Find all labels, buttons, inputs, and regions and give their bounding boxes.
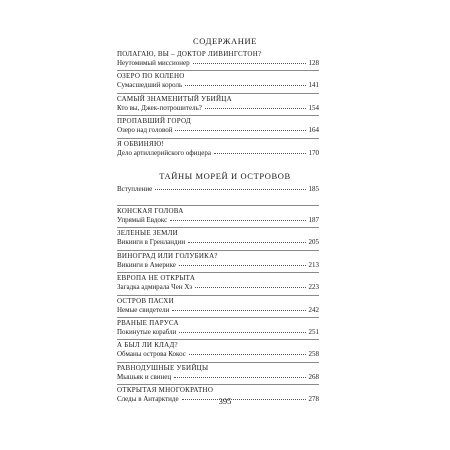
section-heading: ТАЙНЫ МОРЕЙ И ОСТРОВОВ	[159, 171, 291, 181]
entry-title: САМЫЙ ЗНАМЕНИТЫЙ УБИЙЦА	[117, 94, 232, 103]
entry-subtitle: Кто вы, Джек-потрошитель?	[117, 103, 202, 112]
dot-leader	[195, 287, 305, 288]
entry-page-number: 242	[308, 305, 319, 314]
entry-title: ВИНОГРАД ИЛИ ГОЛУБИКА?	[117, 251, 218, 260]
dot-leader	[179, 265, 306, 266]
dot-leader	[170, 220, 305, 221]
entry-subtitle: Мышьяк и свинец	[117, 372, 172, 381]
toc-entry[interactable]	[117, 319, 319, 338]
toc-heading: СОДЕРЖАНИЕ	[192, 36, 258, 46]
entry-subtitle: Загадка адмирала Чен Хэ	[117, 283, 193, 292]
entry-subtitle: Вступление	[117, 185, 153, 193]
entry-title: РВАНЫЕ ПАРУСА	[117, 318, 179, 327]
entry-page-number: 128	[308, 59, 319, 67]
dot-leader	[205, 108, 306, 109]
entry-title: ПРОПАВШИЙ ГОРОД	[117, 117, 191, 126]
entry-page-number: 251	[308, 327, 319, 336]
entry-title: ОТКРЫТАЯ МНОГОКРАТНО	[117, 386, 214, 395]
entry-page-number: 258	[308, 350, 319, 359]
toc-entry[interactable]	[117, 297, 319, 316]
entry-title: ОЗЕРО ПО КОЛЕНО	[117, 72, 185, 81]
entry-subtitle: Дело артиллерийского офицера	[117, 148, 211, 157]
toc-entry[interactable]	[117, 274, 319, 293]
toc-entry[interactable]	[117, 117, 319, 136]
dot-leader	[174, 377, 305, 378]
dot-leader	[172, 310, 305, 311]
dot-leader	[155, 189, 305, 190]
dot-leader	[193, 63, 306, 64]
entry-page-number: 185	[308, 185, 319, 193]
toc-entry[interactable]	[117, 252, 319, 271]
dot-leader	[214, 153, 306, 154]
entry-title: КОНСКАЯ ГОЛОВА	[117, 207, 184, 215]
entry-title: А БЫЛ ЛИ КЛАД?	[117, 341, 178, 350]
entry-page-number: 164	[308, 126, 319, 135]
toc-block-1	[117, 50, 319, 159]
entry-subtitle: Озеро над головой	[117, 126, 173, 135]
toc-entry[interactable]	[117, 207, 319, 226]
dot-leader	[185, 85, 305, 86]
toc-entry[interactable]	[117, 50, 319, 69]
toc-entry[interactable]	[117, 140, 319, 159]
entry-page-number: 187	[308, 216, 319, 224]
entry-page-number: 170	[308, 148, 319, 157]
dot-leader	[189, 354, 306, 355]
entry-page-number: 205	[308, 238, 319, 247]
entry-title: ЗЕЛЕНЫЕ ЗЕМЛИ	[117, 229, 178, 238]
toc-entry[interactable]	[117, 364, 319, 383]
entry-subtitle: Неутомимый миссионер	[117, 59, 190, 67]
entry-subtitle: Следы в Антарктиде	[117, 395, 179, 404]
dot-leader	[188, 242, 305, 243]
entry-title: Я ОБВИНЯЮ!	[117, 139, 164, 148]
entry-subtitle: Упрямый Евдокс	[117, 216, 168, 224]
toc-block-2	[117, 185, 319, 405]
entry-subtitle: Немые свидетели	[117, 305, 170, 314]
entry-subtitle: Обманы острова Кокос	[117, 350, 186, 359]
entry-subtitle: Викинги в Америке	[117, 260, 176, 269]
toc-entry[interactable]	[117, 95, 319, 114]
entry-subtitle: Викинги в Гренландии	[117, 238, 186, 247]
entry-page-number: 213	[308, 260, 319, 269]
toc-entry[interactable]	[117, 72, 319, 91]
entry-subtitle: Покинутые корабли	[117, 327, 177, 336]
entry-page-number: 141	[308, 81, 319, 90]
dot-leader	[175, 130, 305, 131]
entry-title: ЕВРОПА НЕ ОТКРЫТА	[117, 274, 196, 283]
entry-page-number: 268	[308, 372, 319, 381]
toc-entry[interactable]	[117, 341, 319, 360]
entry-title: ПОЛАГАЮ, ВЫ – ДОКТОР ЛИВИНГСТОН?	[117, 50, 262, 58]
dot-leader	[179, 332, 305, 333]
toc-entry[interactable]	[117, 229, 319, 248]
entry-subtitle: Сумасшедший король	[117, 81, 183, 90]
entry-page-number: 154	[308, 103, 319, 112]
entry-title: ОСТРОВ ПАСХИ	[117, 296, 174, 305]
entry-page-number: 223	[308, 283, 319, 292]
toc-entry-intro[interactable]	[117, 185, 319, 196]
entry-title: РАВНОДУШНЫЕ УБИЙЦЫ	[117, 363, 209, 372]
page-number: 395	[218, 396, 232, 406]
entry-page-number: 278	[308, 395, 319, 404]
